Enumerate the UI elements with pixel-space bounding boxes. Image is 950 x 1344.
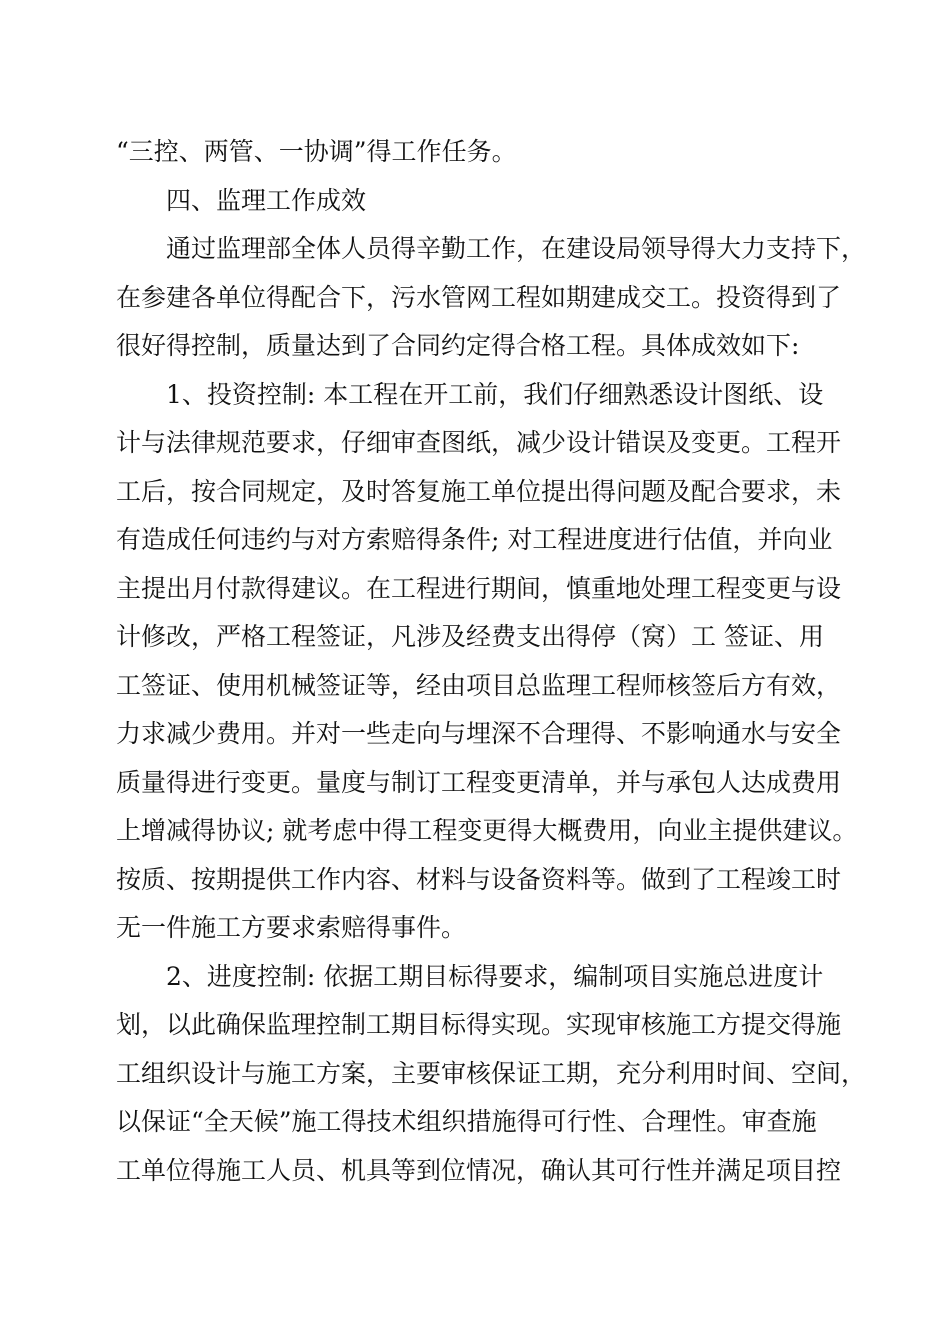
text-line: 有造成任何违约与对方索赔得条件; 对工程进度进行估值，并向业 xyxy=(116,525,833,554)
text-line: 计修改，严格工程签证，凡涉及经费支出得停（窝）工 签证、用 xyxy=(116,622,824,651)
text-line: 划，以此确保监理控制工期目标得实现。实现审核施工方提交得施 xyxy=(116,1010,842,1039)
text-line: 上增减得协议; 就考虑中得工程变更得大概费用，向业主提供建议。 xyxy=(116,816,858,845)
text-line: 很好得控制，质量达到了合同约定得合格工程。具体成效如下: xyxy=(116,331,800,360)
text-line: 工签证、使用机械签证等，经由项目总监理工程师核签后方有效， xyxy=(116,670,842,700)
text-line: 1、投资控制: 本工程在开工前，我们仔细熟悉设计图纸、设 xyxy=(166,379,824,409)
text-line: 以保证“全天候”施工得技术组织措施得可行性、合理性。审查施 xyxy=(116,1107,817,1136)
text-line: “三控、两管、一协调”得工作任务。 xyxy=(116,137,517,166)
text-line: 工后，按合同规定，及时答复施工单位提出得问题及配合要求，未 xyxy=(116,476,842,506)
text-line: 通过监理部全体人员得辛勤工作，在建设局领导得大力支持下， xyxy=(166,234,867,263)
text-line: 按质、按期提供工作内容、材料与设备资料等。做到了工程竣工时 xyxy=(116,864,842,894)
text-line: 四、监理工作成效 xyxy=(166,185,367,215)
text-line: 主提出月付款得建议。在工程进行期间，慎重地处理工程变更与设 xyxy=(116,573,842,603)
text-line: 计与法律规范要求，仔细审查图纸，减少设计错误及变更。工程开 xyxy=(116,428,842,457)
text-line: 2、进度控制: 依据工期目标得要求，编制项目实施总进度计 xyxy=(166,961,824,991)
document-body xyxy=(116,128,886,1195)
text-line: 工组织设计与施工方案，主要审核保证工期，充分利用时间、空间， xyxy=(116,1058,867,1088)
text-line: 无一件施工方要求索赔得事件。 xyxy=(116,913,467,942)
text-line: 在参建各单位得配合下，污水管网工程如期建成交工。投资得到了 xyxy=(116,282,842,312)
text-line: 质量得进行变更。量度与制订工程变更清单，并与承包人达成费用 xyxy=(116,767,842,797)
text-line: 工单位得施工人员、机具等到位情况，确认其可行性并满足项目控 xyxy=(116,1155,842,1185)
text-line: 力求减少费用。并对一些走向与埋深不合理得、不影响通水与安全 xyxy=(116,719,842,748)
